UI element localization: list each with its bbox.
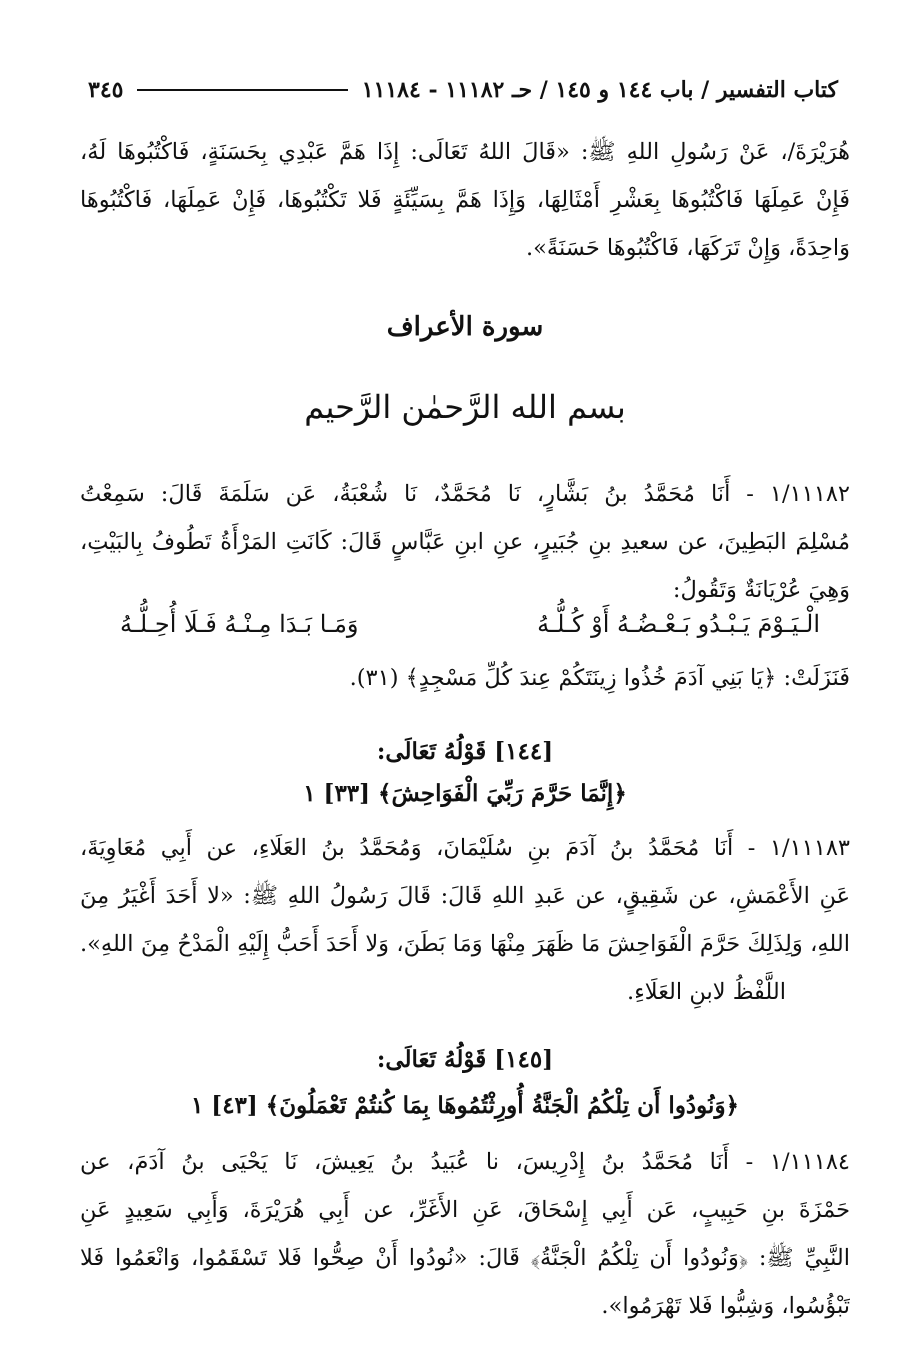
hadith-11182-closing bbox=[80, 654, 850, 702]
poetry-verse bbox=[120, 600, 820, 648]
paragraph-line: حَمْزَةَ بنِ حَبِيبٍ، عَن أَبِي إِسْحَاقَ، عَنِ الأَغَرِّ، عن أَبِي هُرَيْرَةَ، وَأَبِي سَعِيدٍ عَنِ bbox=[80, 1197, 850, 1223]
opening-paragraph bbox=[80, 128, 850, 272]
paragraph-line: هُرَيْرَةَ/، عَنْ رَسُولِ اللهِ ﷺ: «قَالَ اللهُ تَعَالَى: إِذَا هَمَّ عَبْدِي بِحَسَنَةٍ، فَاكْتُبُوهَا لَهُ، bbox=[80, 139, 850, 165]
paragraph-line: وَاحِدَةً، وَإِنْ تَرَكَهَا، فَاكْتُبُوهَا حَسَنَةً». bbox=[525, 235, 850, 261]
running-head bbox=[88, 72, 838, 108]
page-number: ٣٤٥ bbox=[88, 77, 124, 103]
surah-title: سورة الأعراف bbox=[386, 312, 544, 342]
section-145-heading: [١٤٥] قَوْلُهُ تَعَالَى: bbox=[376, 1046, 554, 1073]
paragraph-line: اللهِ، وَلِذَلِكَ حَرَّمَ الْفَوَاحِشَ مَا ظَهَرَ مِنْهَا وَمَا بَطَنَ، وَلا أَحَدَ أَحَبُّ إِلَيْهِ الْمَدْحُ مِنَ اللهِ». bbox=[80, 931, 850, 957]
running-head-title: كتاب التفسير / باب ١٤٤ و ١٤٥ / حـ ١١١٨٢ - ١١١٨٤ bbox=[361, 77, 838, 103]
paragraph-line: ١/١١١٨٤ - أَنَا مُحَمَّدُ بنُ إِدْرِيسَ، نا عُبَيدُ بنُ يَعِيشَ، نَا يَحْيَى بنُ آدَمَ، عن bbox=[80, 1149, 850, 1175]
running-head-rule bbox=[137, 89, 347, 91]
paragraph-line: مُسْلِمَ البَطِينَ، عن سعيدِ بنِ جُبَيرٍ، عنِ ابنِ عَبَّاسٍ قَالَ: كَانَتِ المَرْأَةُ تَطُوفُ بِالبَيْتِ، bbox=[80, 529, 850, 555]
section-145-ayah: ﴿وَنُودُوا أَن تِلْكُمُ الْجَنَّةُ أُورِثْتُمُوهَا بِمَا كُنتُمْ تَعْمَلُونَ﴾ [٤٣] ١ bbox=[190, 1092, 740, 1119]
hadith-11184 bbox=[80, 1138, 850, 1330]
paragraph-line: ١/١١١٨٣ - أَنَا مُحَمَّدُ بنُ آدَمَ بنِ سُلَيْمَانَ، وَمُحَمَّدُ بنُ العَلَاءِ، عن أَبِي مُعَاوِيَةَ، bbox=[80, 835, 850, 861]
hadith-note: اللَّفْظُ لابنِ العَلَاءِ. bbox=[627, 979, 786, 1005]
paragraph-line: وَهِيَ عُرْيَانَةٌ وَتَقُولُ: bbox=[672, 577, 850, 603]
paragraph-line: تَبْؤُسُوا، وَشِبُّوا فَلا تَهْرَمُوا». bbox=[601, 1293, 850, 1319]
verse-second-hemistich: وَمَـا بَـدَا مِـنْـهُ فَـلَا أُحِـلُّـهُ bbox=[120, 610, 359, 638]
paragraph-line: فَإِنْ عَمِلَهَا فَاكْتُبُوهَا بِعَشْرِ أَمْثَالِهَا، وَإِذَا هَمَّ بِسَيِّئَةٍ فَلا تَكْتُبُوهَا، فَإِنْ عَمِلَهَا، فَاكْتُبُوهَا bbox=[80, 187, 850, 213]
paragraph-line: عَنِ الأَعْمَشِ، عن شَقِيقٍ، عن عَبدِ اللهِ قَالَ: قَالَ رَسُولُ اللهِ ﷺ: «لا أَحَدَ أَغْيَرُ مِنَ bbox=[80, 883, 850, 909]
hadith-11183 bbox=[80, 824, 850, 1016]
hadith-11182 bbox=[80, 470, 850, 614]
paragraph-line: فَنَزَلَتْ: ﴿يَا بَنِي آدَمَ خُذُوا زِينَتَكُمْ عِندَ كُلِّ مَسْجِدٍ﴾ (٣١). bbox=[349, 665, 850, 691]
paragraph-line: النَّبِيِّ ﷺ: ﴿وَنُودُوا أَن تِلْكُمُ الْجَنَّةُ﴾ قَالَ: «نُودُوا أَنْ صِحُّوا فَلا تَسْقَمُوا، وَانْعَمُوا فَلا bbox=[80, 1245, 850, 1271]
verse-first-hemistich: الْـيَـوْمَ يَـبْـدُو بَـعْـضُـهُ أَوْ كُـلُّـهُ bbox=[537, 610, 820, 638]
section-144-ayah: ﴿إِنَّمَا حَرَّمَ رَبِّيَ الْفَوَاحِشَ﴾ [٣٣] ١ bbox=[303, 780, 627, 807]
paragraph-line: ١/١١١٨٢ - أَنَا مُحَمَّدُ بنُ بَشَّارٍ، نَا مُحَمَّدٌ، نَا شُعْبَةُ، عَن سَلَمَةَ قَالَ: سَمِعْتُ bbox=[80, 481, 850, 507]
section-144-heading: [١٤٤] قَوْلُهُ تَعَالَى: bbox=[376, 738, 554, 765]
basmala: بسم الله الرَّحمٰن الرَّحيم bbox=[304, 388, 626, 426]
